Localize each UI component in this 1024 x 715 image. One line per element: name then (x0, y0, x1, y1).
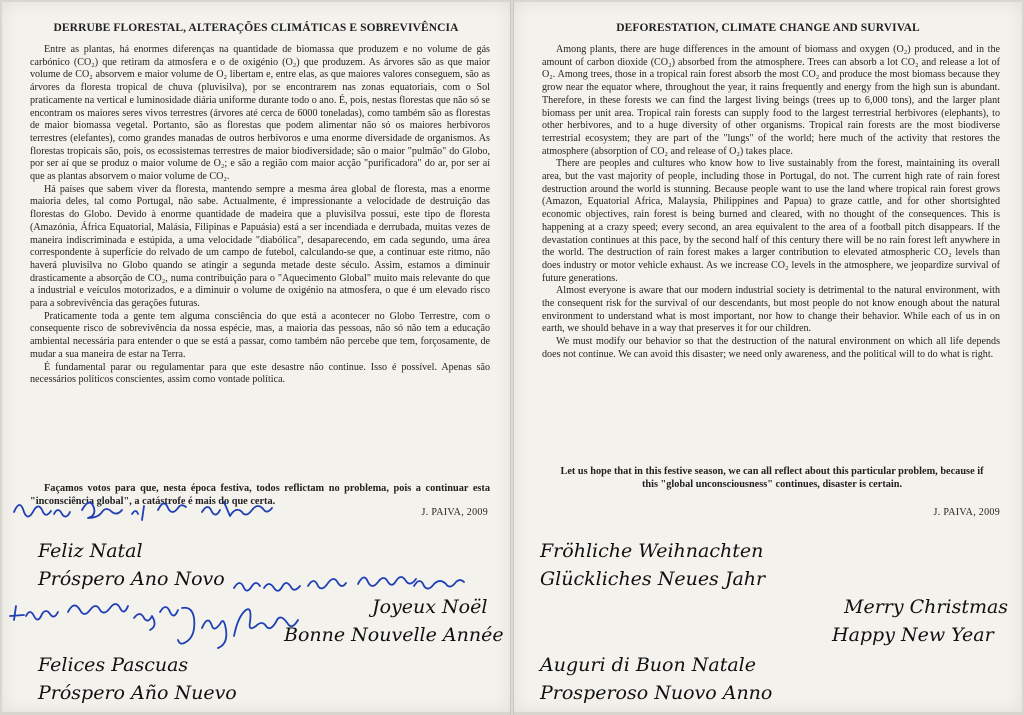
greeting-prosperoso-nuovo-anno: Prosperoso Nuovo Anno (540, 682, 773, 704)
left-closing-statement: Façamos votos para que, nesta época festiva, todos reflictam no problema, pois a continuar esta "inconsciência global", a catástrofe é mais do que certa. (30, 483, 490, 507)
greeting-auguri-di-buon-natale: Auguri di Buon Natale (540, 654, 756, 676)
left-page-portuguese (2, 2, 510, 712)
right-closing-statement: Let us hope that in this festive season, we can all reflect about this particular problem, because if this "global unconsciousness" continues, disaster is certain. (560, 466, 984, 490)
right-page-title: DEFORESTATION, CLIMATE CHANGE AND SURVIVAL (616, 22, 920, 34)
greeting-prospero-ano-nuevo: Próspero Año Nuevo (38, 682, 237, 704)
greeting-gluckliches-neues-jahr: Glückliches Neues Jahr (540, 568, 766, 590)
left-paragraph: Entre as plantas, há enormes diferenças na quantidade de biomassa que produzem e no volume de gás carbónico (CO₂) que retiram da atmosfera e o de oxigénio (O₂) que produzem. As árvores são as que maior volume de CO₂ absorvem e maior volume de O₂ libertam e, entre elas, as que maiores valores conseguem, são as árvores da floresta tropical de chuva (pluvisilva), por se encontrarem nas zonas equatoriais, com o Sol praticamente na vertical e luminosidade diária uniforme durante todo o ano. É, pois, nestas florestas que não só se encontram os maiores seres vivos terrestres (árvores até cerca de 6000 toneladas), como também são as florestas de maior biomassa vegetal. Portanto, são as florestas que podem alimentar não só os maiores herbívoros terrestres (elefantes), como grandes manadas de outros herbívoros e uma enorme diversidade de organismos. As florestas tropicais são, pois, os ecossistemas terrestres de maior biodiversidade; são o maior "pulmão" do Globo, por ser aí que se produz o maior volume de O₂; e são a região com maior acção "purificadora" do ar, por ser aí que as plantas absorvem o maior volume de CO₂. (30, 44, 490, 183)
left-author-signature: J. PAIVA, 2009 (421, 507, 488, 518)
greeting-prospero-ano-novo: Próspero Ano Novo (38, 568, 225, 590)
greeting-bonne-nouvelle-annee: Bonne Nouvelle Année (284, 624, 504, 646)
right-paragraph: We must modify our behavior so that the destruction of the natural environment on which all life depends does not continue. We can avoid this disaster; we need only awareness, and the political will to do what is right. (542, 336, 1000, 360)
right-body-text (542, 44, 1000, 362)
right-paragraph: There are peoples and cultures who know how to live sustainably from the forest, maintaining its overall area, but the vast majority of people, including those in Portugal, do not. The current high rate of rain forest destruction around the world is stunning. Because people want to use the land where tropical rain forest grows (Amazon, Equatorial Africa, Malaysia, Philippines and Papua) to graze cattle, and for other shortsighted economic objectives, rain forest is being burned and cleared, with no thought of the consequences. This is happening at a crazy speed; every second, an area equivalent to the area of a football pitch disappears. If the devastation continues at this pace, by the second half of this century there will be no rain forest left anywhere in the world. The destruction of rain forest makes a larger contribution to elevated atmospheric CO₂ levels than does industry or motor vehicle exhaust. As we increase CO₂ levels in the atmosphere, we jeopardize survival of future generations. (542, 158, 1000, 284)
left-paragraph: Há países que sabem viver da floresta, mantendo sempre a mesma área global de floresta, mas a enorme maioria deles, tal como Portugal, não sabe. Actualmente, é impressionante a velocidade de destruição das florestas do Globo. Devido à enorme quantidade de madeira que a pluvisilva possui, este tipo de floresta (Amazónia, África Equatorial, Malásia, Filipinas e Papuásia) está a ser incendiada e derrubada, muitas vezes de maneira indiscriminada e estúpida, a uma velocidade "diabólica", desaparecendo, em cada segundo, uma área correspondente à superfície do relvado de um campo de futebol, calculando-se que, a continuar este ritmo, não haverá pluvisilva no Globo quando se atingir a segunda metade deste século. Assim, estamos a diminuir drasticamente a absorção de CO₂, numa contribuição para o "Aquecimento Global" muito mais relevante do que a industrial e veículos motorizados, e a diminuir o volume de oxigénio na atmosfera, o que é um elevado risco para a sobrevivência das gerações futuras. (30, 183, 490, 310)
right-paragraph: Among plants, there are huge differences in the amount of biomass and oxygen (O₂) produced, and in the amount of carbon dioxide (CO₂) absorbed from the atmosphere. Trees can absorb a lot CO₂ and release a lot of O₂. Among trees, those in a tropical rain forest absorb the most CO₂ and produce the most biomass because they grow near the equator where, throughout the year, it rains frequently and energy from the high sun is abundant. Therefore, in these forests we can find the largest living beings (trees up to 6,000 tons), and the larger plant biomass per unit area. Tropical rain forests can supply food to the largest terrestrial herbivores (elephants), to other herbivores, and to a huge diversity of other organisms. Tropical rain forests are the most biodiverse terrestrial ecosystem; they are part of the "lungs" of the world; here much of the activity that restores the atmosphere (absorption of CO₂ and release of O₂) takes place. (542, 44, 1000, 157)
greeting-joyeux-noel: Joyeux Noël (372, 596, 488, 618)
handwritten-dedication (2, 2, 510, 712)
greeting-merry-christmas: Merry Christmas (844, 596, 1009, 618)
right-author-signature: J. PAIVA, 2009 (933, 507, 1000, 518)
left-paragraph: Praticamente toda a gente tem alguma consciência do que está a acontecer no Globo Terrestre, com o consequente risco de sobrevivência da nossa espécie, mas, a maioria das pessoas, não só não tem a educação ambiental necessária para entender o que se está a passar, como também não percebe que tem, forçosamente, de mudar a sua maneira de estar na Terra. (30, 310, 490, 360)
greeting-frohliche-weihnachten: Fröhliche Weihnachten (540, 540, 764, 562)
right-page-english (514, 2, 1022, 712)
right-paragraph: Almost everyone is aware that our modern industrial society is detrimental to the natural environment, with the consequent risk for the survival of our descendants, but most people do not know enough about the natural environment to understand what is most important, nor how to change their behavior. While each of us in on earth, we should behave in a way that preserves it for our children. (542, 285, 1000, 335)
greeting-feliz-natal: Feliz Natal (38, 540, 143, 562)
greeting-happy-new-year: Happy New Year (832, 624, 994, 646)
left-page-title: DERRUBE FLORESTAL, ALTERAÇÕES CLIMÁTICAS E SOBREVIVÊNCIA (53, 22, 459, 34)
left-paragraph: É fundamental parar ou regulamentar para que este desastre não continue. Isso é possível. Apenas são necessários políticos conscientes, assim como vontade política. (30, 361, 490, 386)
greeting-felices-pascuas: Felices Pascuas (38, 654, 189, 676)
